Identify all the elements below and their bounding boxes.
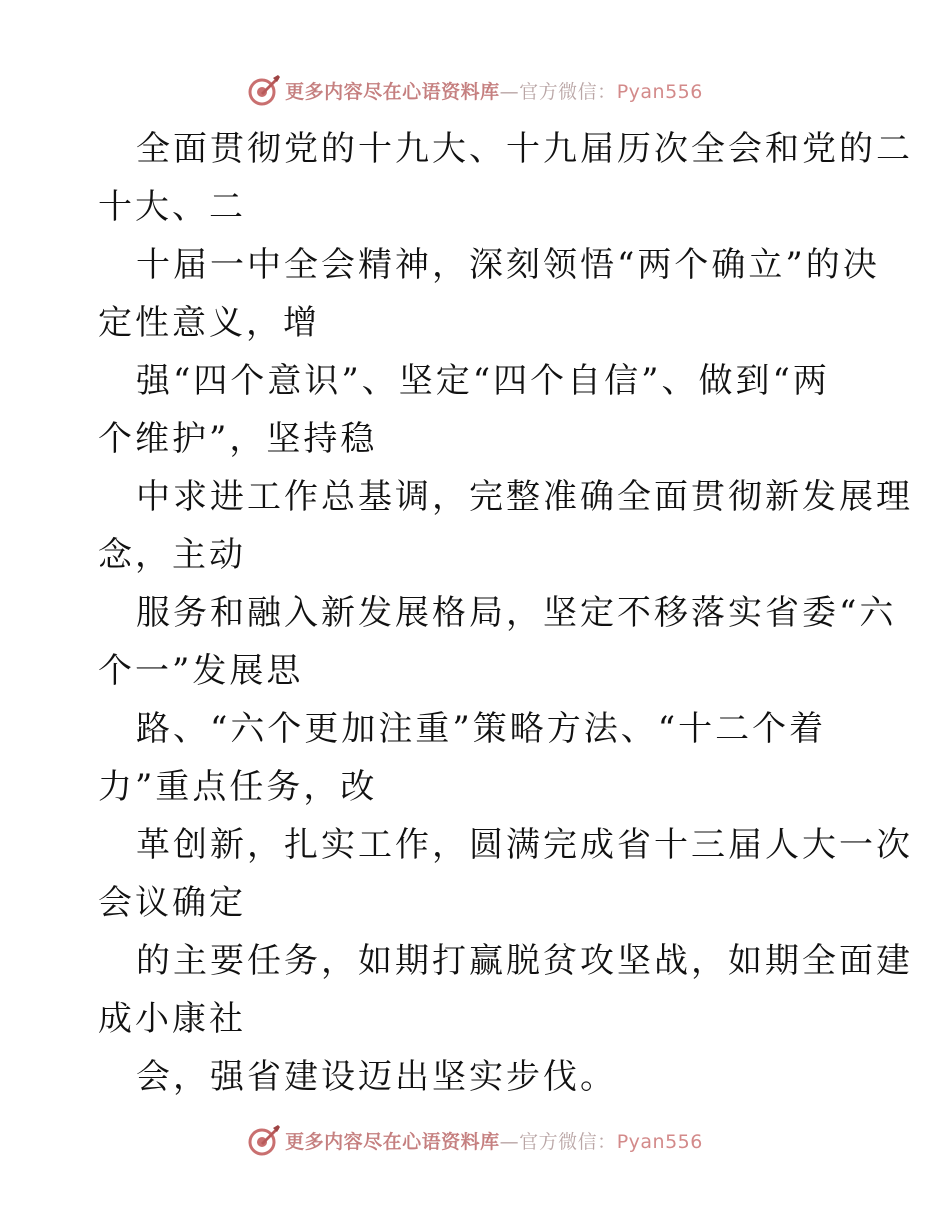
paragraph-line: 革创新，扎实工作，圆满完成省十三届人大一次 [136, 825, 913, 865]
watermark-text [285, 77, 703, 104]
watermark-text [285, 1127, 703, 1154]
paragraph-line: 服务和融入新发展格局，坚定不移落实省委“六 [136, 593, 897, 633]
paragraph-line: 成小康社 [98, 999, 246, 1039]
header-watermark-banner [0, 70, 950, 110]
footer-watermark-banner [0, 1120, 950, 1160]
paragraph-line: 力”重点任务，改 [98, 767, 378, 807]
document-body [98, 120, 913, 1106]
watermark-handle: Pyan556 [616, 1130, 703, 1153]
watermark-official-text: —官方微信： [499, 1130, 617, 1153]
paragraph-line: 十大、二 [98, 187, 246, 227]
watermark-official-text: —官方微信： [499, 80, 617, 103]
paragraph-line: 路、“六个更加注重”策略方法、“十二个着 [136, 709, 827, 749]
paragraph-line: 个维护”，坚持稳 [98, 419, 378, 459]
quill-pen-logo-icon [247, 1123, 281, 1157]
watermark-handle: Pyan556 [616, 80, 703, 103]
paragraph-line: 中求进工作总基调，完整准确全面贯彻新发展理 [136, 477, 913, 517]
paragraph-line: 强“四个意识”、坚定“四个自信”、做到“两 [136, 361, 830, 401]
paragraph-line: 全面贯彻党的十九大、十九届历次全会和党的二 [136, 129, 913, 169]
paragraph-line: 的主要任务，如期打赢脱贫攻坚战，如期全面建 [136, 941, 913, 981]
paragraph-line: 念，主动 [98, 535, 246, 575]
paragraph-line: 十届一中全会精神，深刻领悟“两个确立”的决 [136, 245, 880, 285]
paragraph-line: 定性意义，增 [98, 303, 320, 343]
paragraph-line: 个一”发展思 [98, 651, 304, 691]
quill-pen-logo-icon [247, 73, 281, 107]
paragraph-line: 会，强省建设迈出坚实步伐。 [136, 1057, 617, 1097]
paragraph-line: 会议确定 [98, 883, 246, 923]
watermark-library-text: 更多内容尽在心语资料库 [285, 80, 500, 103]
watermark-library-text: 更多内容尽在心语资料库 [285, 1130, 500, 1153]
